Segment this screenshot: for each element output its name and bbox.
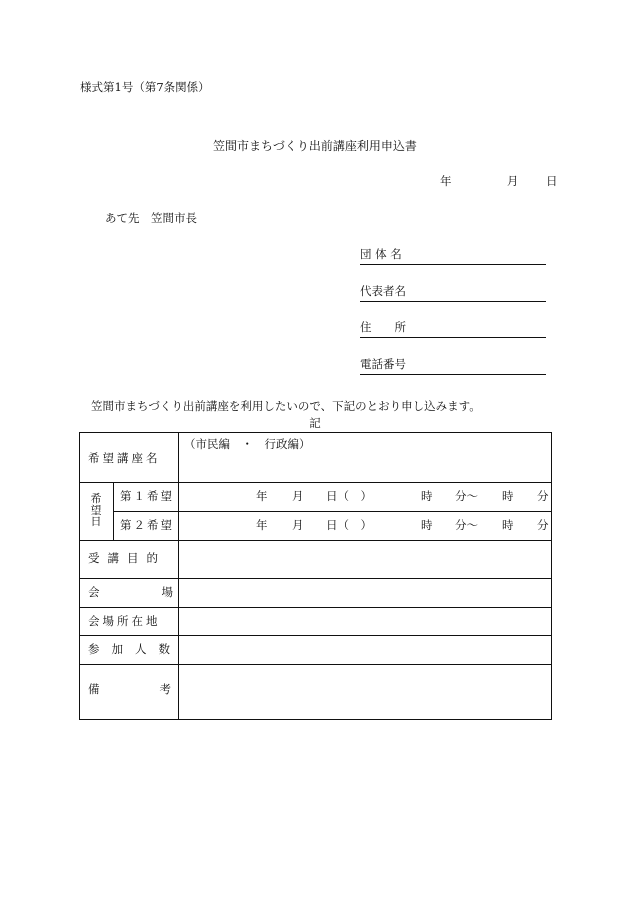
second-minute-to: 分〜 <box>455 518 478 532</box>
second-choice-label: 第２希望 <box>120 518 174 532</box>
address-field[interactable] <box>360 322 546 338</box>
representative-label: 代表者名 <box>360 284 406 298</box>
second-hour: 時 <box>421 518 433 532</box>
first-minute: 分 <box>537 489 549 503</box>
venue-address-input[interactable] <box>179 608 551 635</box>
date-month-label: 月 <box>506 174 519 188</box>
phone-label: 電話番号 <box>360 357 406 371</box>
form-number: 様式第1号（第7条関係） <box>80 80 210 94</box>
first-month: 月 <box>292 489 304 503</box>
venue-address-label: 会場所在地 <box>88 614 161 628</box>
group-name-label: 団 体 名 <box>360 247 402 261</box>
purpose-input[interactable] <box>179 541 551 578</box>
ki-heading: 記 <box>309 416 321 430</box>
first-choice-datetime[interactable] <box>80 491 551 505</box>
first-hour2: 時 <box>502 489 514 503</box>
second-choice-datetime[interactable] <box>80 520 551 534</box>
second-hour2: 時 <box>502 518 514 532</box>
preferred-date-label: 希望日 <box>90 492 102 529</box>
addressee: あて先 笠間市長 <box>105 211 197 225</box>
first-hour: 時 <box>421 489 433 503</box>
participants-label: 参加人数 <box>88 642 182 656</box>
intro-text: 笠間市まちづくり出前講座を利用したいので、下記のとおり申し込みます。 <box>91 399 481 413</box>
course-name-label: 希望講座名 <box>88 451 161 465</box>
second-year: 年 <box>256 518 268 532</box>
venue-label-text: 会場 <box>88 585 235 599</box>
participants-input[interactable] <box>179 636 551 664</box>
venue-label <box>88 585 235 599</box>
second-minute: 分 <box>537 518 549 532</box>
phone-field[interactable] <box>360 359 546 375</box>
first-year: 年 <box>256 489 268 503</box>
purpose-label: 受講目的 <box>88 551 166 565</box>
document-title: 笠間市まちづくり出前講座利用申込書 <box>213 139 417 153</box>
venue-input[interactable] <box>179 579 551 607</box>
date-year-label: 年 <box>440 174 452 188</box>
remarks-label: 備考 <box>88 682 231 696</box>
second-day: 日（ ） <box>326 518 372 532</box>
first-day: 日（ ） <box>326 489 372 503</box>
second-month: 月 <box>292 518 304 532</box>
first-minute-to: 分〜 <box>455 489 478 503</box>
group-name-field[interactable] <box>360 249 546 265</box>
application-table <box>79 432 552 720</box>
remarks-input[interactable] <box>179 665 551 719</box>
address-label: 住 所 <box>360 320 406 334</box>
course-options[interactable]: （市民編 ・ 行政編） <box>184 437 311 451</box>
first-choice-label: 第１希望 <box>120 489 174 503</box>
representative-field[interactable] <box>360 286 546 302</box>
date-day-label: 日 <box>545 174 558 188</box>
application-date <box>440 176 557 188</box>
